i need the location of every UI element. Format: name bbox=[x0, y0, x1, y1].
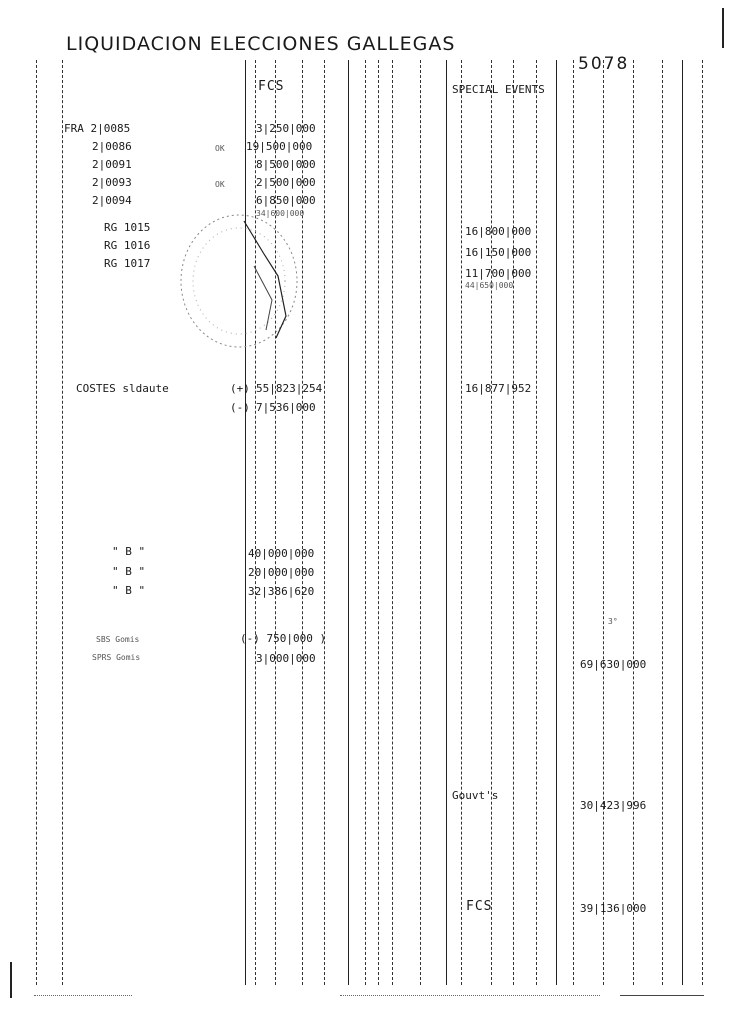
costes-sign: (-) bbox=[230, 401, 250, 414]
column-rule bbox=[682, 60, 683, 985]
gov-amount: 30|423|996 bbox=[580, 799, 647, 812]
costes-special-amount: 16|877|952 bbox=[465, 382, 532, 395]
costes-fcs-amount: 55|823|254 bbox=[256, 382, 323, 395]
column-rule bbox=[420, 60, 421, 985]
b-label: " B " bbox=[112, 584, 146, 597]
extra-amount: 3|000|000 bbox=[256, 652, 316, 665]
b-amount: 32|386|620 bbox=[248, 585, 315, 598]
invoice-amount: 2|500|000 bbox=[256, 176, 316, 189]
invoice-subtotal: 34|600|000 bbox=[256, 209, 305, 218]
scan-edge-mark bbox=[10, 962, 12, 998]
costes-fcs-amount: 7|536|000 bbox=[256, 401, 316, 414]
special-ref: RG 1017 bbox=[104, 257, 151, 270]
stamp-seal-icon bbox=[174, 206, 304, 356]
invoice-amount: 3|250|000 bbox=[256, 122, 316, 135]
column-rule bbox=[491, 60, 492, 985]
b-amount: 20|000|000 bbox=[248, 566, 315, 579]
costes-sign: (+) bbox=[230, 382, 250, 395]
column-head-special-events: SPECIAL EVENTS bbox=[452, 83, 545, 96]
column-rule bbox=[662, 60, 663, 985]
column-rule bbox=[62, 60, 63, 985]
scan-noise bbox=[34, 995, 132, 997]
gov-label: Gouvt's bbox=[452, 789, 499, 802]
right-total: 69|630|000 bbox=[580, 658, 647, 671]
invoice-ref: 2|0091 bbox=[92, 158, 132, 171]
column-rule bbox=[245, 60, 246, 985]
column-rule bbox=[365, 60, 366, 985]
invoice-ref: 2|0093 bbox=[92, 176, 132, 189]
column-rule bbox=[392, 60, 393, 985]
column-head-fcs: FCS bbox=[258, 79, 285, 94]
invoice-ref: FRA 2|0085 bbox=[64, 122, 131, 135]
document-title: LIQUIDACION ELECCIONES GALLEGAS bbox=[66, 33, 456, 55]
extra-label: SBS Gomis bbox=[96, 635, 140, 644]
column-rule bbox=[348, 60, 349, 985]
special-amount: 16|150|000 bbox=[465, 246, 532, 259]
column-rule bbox=[378, 60, 379, 985]
column-rule bbox=[461, 60, 462, 985]
invoice-flag: OK bbox=[215, 144, 225, 153]
invoice-ref: 2|0086 bbox=[92, 140, 132, 153]
scan-noise bbox=[620, 995, 704, 997]
right-mark: 3° bbox=[608, 617, 618, 626]
special-ref: RG 1015 bbox=[104, 221, 151, 234]
fcs-amount: 39|136|000 bbox=[580, 902, 647, 915]
fcs-label: FCS bbox=[466, 899, 493, 914]
column-rule bbox=[446, 60, 447, 985]
b-label: " B " bbox=[112, 565, 146, 578]
invoice-flag: OK bbox=[215, 180, 225, 189]
invoice-ref: 2|0094 bbox=[92, 194, 132, 207]
column-rule bbox=[633, 60, 634, 985]
b-label: " B " bbox=[112, 545, 146, 558]
invoice-amount: 19|500|000 bbox=[246, 140, 313, 153]
column-rule bbox=[702, 60, 703, 985]
column-rule bbox=[603, 60, 604, 985]
column-rule bbox=[536, 60, 537, 985]
extra-amount: (-) 750|000 ) bbox=[240, 632, 327, 645]
column-rule bbox=[513, 60, 514, 985]
scan-noise bbox=[340, 995, 600, 997]
column-rule bbox=[324, 60, 325, 985]
column-rule bbox=[36, 60, 37, 985]
special-amount: 16|800|000 bbox=[465, 225, 532, 238]
special-ref: RG 1016 bbox=[104, 239, 151, 252]
document-number: 5078 bbox=[578, 54, 630, 74]
invoice-amount: 6|850|000 bbox=[256, 194, 316, 207]
special-amount: 11|700|000 bbox=[465, 267, 532, 280]
extra-label: SPRS Gomis bbox=[92, 653, 141, 662]
costes-label: COSTES sldaute bbox=[76, 382, 169, 395]
special-subtotal: 44|650|000 bbox=[465, 281, 514, 290]
invoice-amount: 8|500|000 bbox=[256, 158, 316, 171]
column-rule bbox=[556, 60, 557, 985]
scan-edge-mark bbox=[722, 8, 724, 48]
b-amount: 40|000|000 bbox=[248, 547, 315, 560]
column-rule bbox=[573, 60, 574, 985]
